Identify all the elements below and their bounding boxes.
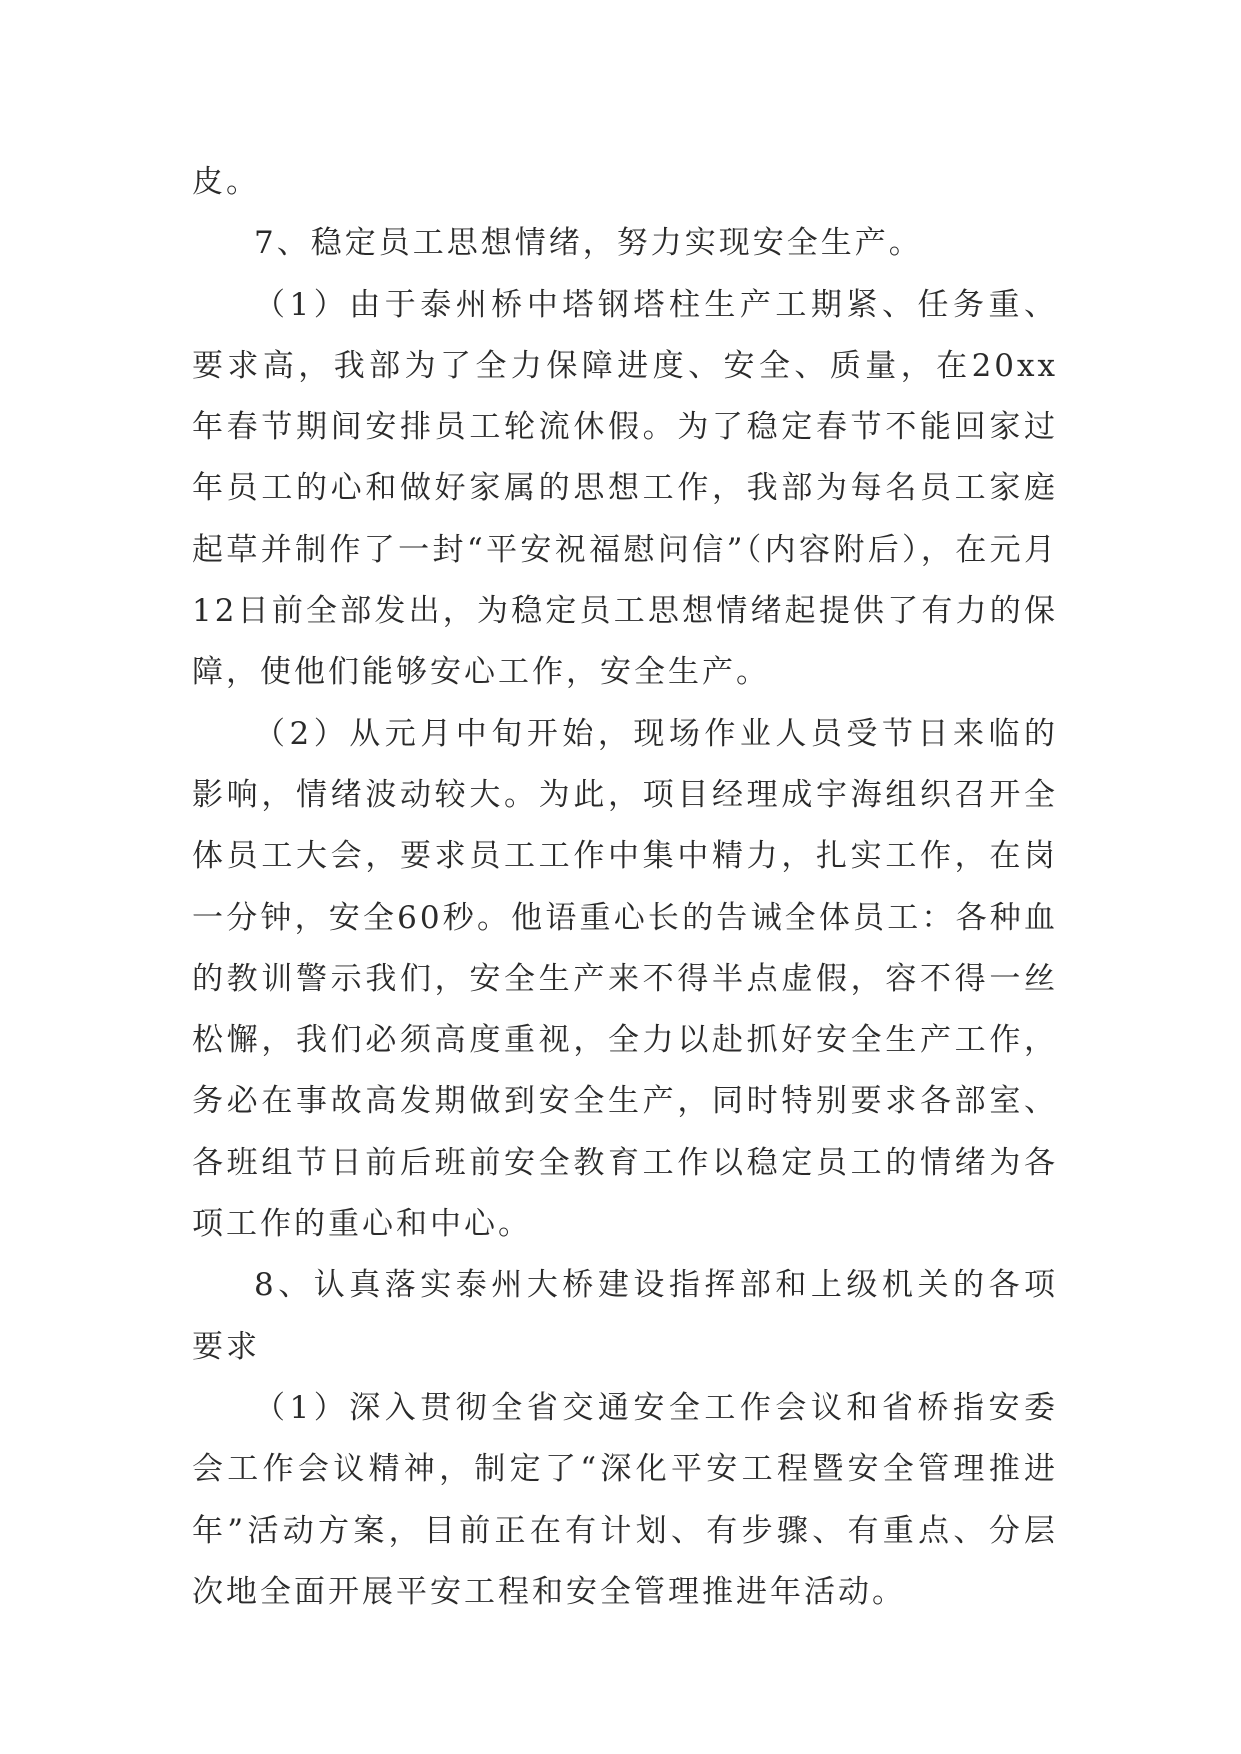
paragraph-7-2: （2）从元月中旬开始，现场作业人员受节日来临的影响，情绪波动较大。为此，项目经理成宇海组织召开全体员工大会，要求员工工作中集中精力，扎实工作，在岗一分钟，安全60秒。他语重心长的告诫全体员工：各种血的教训警示我们，安全生产来不得半点虚假，容不得一丝松懈，我们必须高度重视，全力以赴抓好安全生产工作，务必在事故高发期做到安全生产，同时特别要求各部室、各班组节日前后班前安全教育工作以稳定员工的情绪为各项工作的重心和中心。 [192, 715, 1058, 1243]
paragraph-heading-8: 8、认真落实泰州大桥建设指挥部和上级机关的各项要求 [192, 1267, 1058, 1365]
paragraph-8-1: （1）深入贯彻全省交通安全工作会议和省桥指安委会工作会议精神，制定了“深化平安工程暨安全管理推进年”活动方案，目前正在有计划、有步骤、有重点、分层次地全面开展平安工程和安全管理推进年活动。 [192, 1389, 1058, 1610]
paragraph-continuation: 皮。 [192, 164, 260, 200]
document-body [192, 152, 1058, 1623]
paragraph-7-1: （1）由于泰州桥中塔钢塔柱生产工期紧、任务重、要求高，我部为了全力保障进度、安全、质量，在20xx年春节期间安排员工轮流休假。为了稳定春节不能回家过年员工的心和做好家属的思想工作，我部为每名员工家庭起草并制作了一封“平安祝福慰问信”（内容附后），在元月12日前全部发出，为稳定员工思想情绪起提供了有力的保障，使他们能够安心工作，安全生产。 [192, 286, 1058, 691]
paragraph-heading-7: 7、稳定员工思想情绪，努力实现安全生产。 [254, 225, 923, 262]
